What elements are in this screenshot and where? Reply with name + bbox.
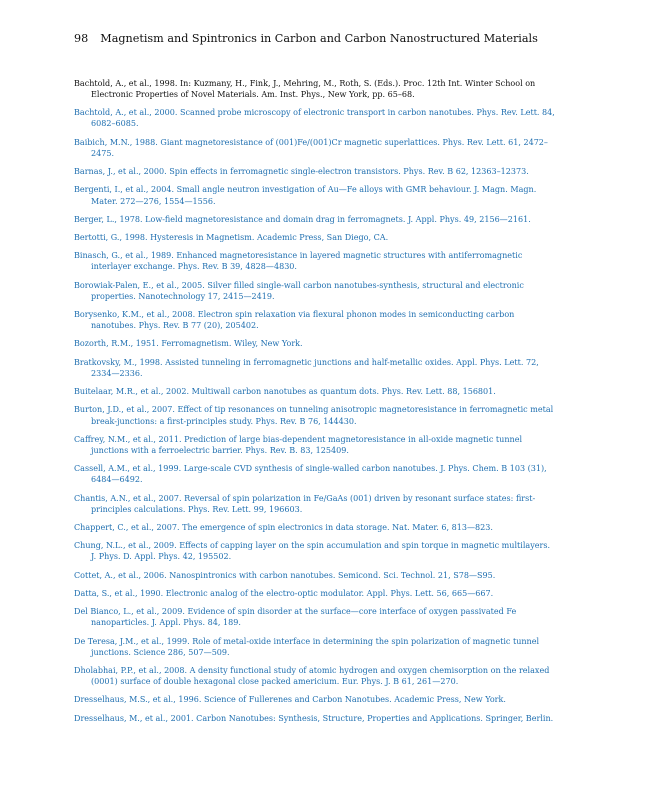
reference-link[interactable]: Binasch, G., et al., 1989. Enhanced magnetoresistance in layered magnetic structures with antiferromagnetic interlayer exchange. Phys. Rev. B 39, 4828—4830. xyxy=(74,251,523,272)
reference-list xyxy=(74,78,556,731)
reference-link[interactable]: Caffrey, N.M., et al., 2011. Prediction of large bias-dependent magnetoresistance in all-oxide magnetic tunnel junctions with a ferroelectric barrier. Phys. Rev. B. 83, 125409. xyxy=(74,434,523,455)
reference-link[interactable]: Berger, L., 1978. Low-field magnetoresistance and domain drag in ferromagnets. J. Appl. Phys. 49, 2156—2161. xyxy=(74,214,531,224)
page-number: 98 xyxy=(74,32,89,45)
reference-link[interactable]: Bratkovsky, M., 1998. Assisted tunneling in ferromagnetic junctions and half-metallic oxides. Appl. Phys. Lett. 72, 2334—2336. xyxy=(74,357,539,378)
reference-link[interactable]: Dholabhai, P.P., et al., 2008. A density functional study of atomic hydrogen and oxygen chemisorption on the relaxed (0001) surface of double hexagonal close packed americium. Eur. Phys. J. B 61, 261—270. xyxy=(74,665,550,686)
reference-link[interactable]: Baibich, M.N., 1988. Giant magnetoresistance of (001)Fe/(001)Cr magnetic superlattices. Phys. Rev. Lett. 61, 2472–2475. xyxy=(74,137,548,158)
reference-link[interactable]: Dresselhaus, M.S., et al., 1996. Science of Fullerenes and Carbon Nanotubes. Academic Press, New York. xyxy=(74,695,506,705)
reference-link[interactable]: Cassell, A.M., et al., 1999. Large-scale CVD synthesis of single-walled carbon nanotubes. J. Phys. Chem. B 103 (31), 6484—6492. xyxy=(74,464,547,485)
reference-link[interactable]: De Teresa, J.M., et al., 1999. Role of metal-oxide interface in determining the spin polarization of magnetic tunnel junctions. Science 286, 507—509. xyxy=(74,636,540,657)
reference-link[interactable]: Cottet, A., et al., 2006. Nanospintronics with carbon nanotubes. Semicond. Sci. Technol. 21, S78—S95. xyxy=(74,570,496,580)
page-header xyxy=(74,32,538,45)
running-title: Magnetism and Spintronics in Carbon and Carbon Nanostructured Materials xyxy=(100,32,538,45)
reference-link[interactable]: Bachtold, A., et al., 2000. Scanned probe microscopy of electronic transport in carbon nanotubes. Phys. Rev. Lett. 84, 6082–6085. xyxy=(74,108,555,129)
reference-entry: Bachtold, A., et al., 1998. In: Kuzmany, H., Fink, J., Mehring, M., Roth, S. (Eds.). Proc. 12th Int. Winter School on Electronic Properties of Novel Materials. Am. Inst. Phys., New York, pp. 65–68. xyxy=(74,79,536,100)
reference-link[interactable]: Dresselhaus, M., et al., 2001. Carbon Nanotubes: Synthesis, Structure, Properties and Applications. Springer, Berlin. xyxy=(74,713,554,723)
reference-link[interactable]: Del Bianco, L., et al., 2009. Evidence of spin disorder at the surface—core interface of oxygen passivated Fe nanoparticles. J. Appl. Phys. 84, 189. xyxy=(74,607,517,628)
reference-link[interactable]: Buitelaar, M.R., et al., 2002. Multiwall carbon nanotubes as quantum dots. Phys. Rev. Lett. 88, 156801. xyxy=(74,387,496,397)
reference-link[interactable]: Bergenti, I., et al., 2004. Small angle neutron investigation of Au—Fe alloys with GMR behaviour. J. Magn. Magn. Mater. 272—276, 1554—1556. xyxy=(74,185,537,206)
reference-link[interactable]: Datta, S., et al., 1990. Electronic analog of the electro-optic modulator. Appl. Phys. Lett. 56, 665—667. xyxy=(74,588,494,598)
reference-link[interactable]: Borowiak-Palen, E., et al., 2005. Silver filled single-wall carbon nanotubes-synthesis, structural and electronic properties. Nanotechnology 17, 2415—2419. xyxy=(74,280,524,301)
reference-link[interactable]: Chantis, A.N., et al., 2007. Reversal of spin polarization in Fe/GaAs (001) driven by resonant surface states: first-principles calculations. Phys. Rev. Lett. 99, 196603. xyxy=(74,493,536,514)
reference-link[interactable]: Borysenko, K.M., et al., 2008. Electron spin relaxation via flexural phonon modes in semiconducting carbon nanotubes. Phys. Rev. B 77 (20), 205402. xyxy=(74,310,515,331)
reference-link[interactable]: Chappert, C., et al., 2007. The emergence of spin electronics in data storage. Nat. Mater. 6, 813—823. xyxy=(74,522,493,532)
reference-link[interactable]: Barnas, J., et al., 2000. Spin effects in ferromagnetic single-electron transistors. Phys. Rev. B 62, 12363–12373. xyxy=(74,167,529,177)
reference-link[interactable]: Bertotti, G., 1998. Hysteresis in Magnetism. Academic Press, San Diego, CA. xyxy=(74,233,389,243)
reference-link[interactable]: Chung, N.L., et al., 2009. Effects of capping layer on the spin accumulation and spin torque in magnetic multilayers. J. Phys. D. Appl. Phys. 42, 195502. xyxy=(74,541,551,562)
reference-link[interactable]: Burton, J.D., et al., 2007. Effect of tip resonances on tunneling anisotropic magnetoresistance in ferromagnetic metal break-junctions: a first-principles study. Phys. Rev. B 76, 144430. xyxy=(74,405,554,426)
reference-link[interactable]: Bozorth, R.M., 1951. Ferromagnetism. Wiley, New York. xyxy=(74,339,303,349)
